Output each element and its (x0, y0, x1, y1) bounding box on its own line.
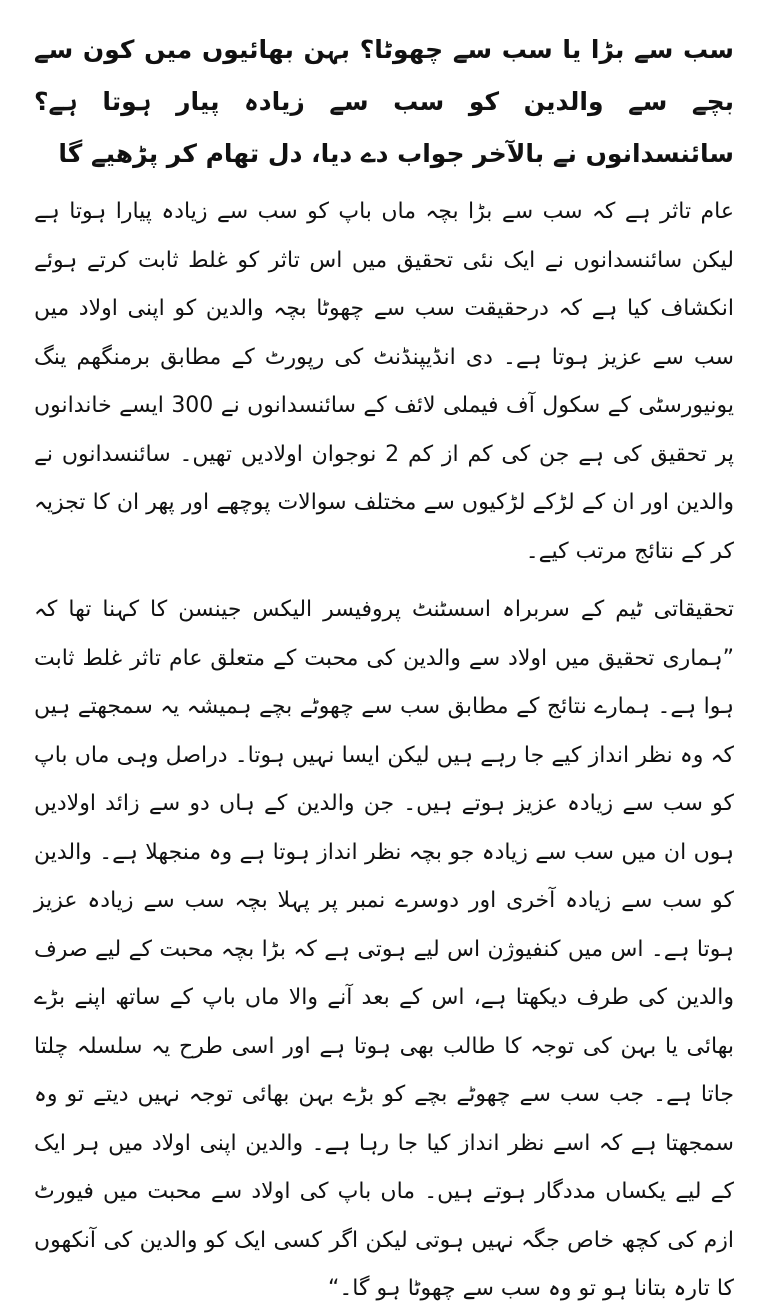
article-paragraph-2: تحقیقاتی ٹیم کے سربراہ اسسٹنٹ پروفیسر الیکس جینسن کا کہنا تھا کہ ”ہماری تحقیق میں اولاد سے والدین کی محبت کے متعلق عام تاثر غلط ثابت ہوا ہے۔ ہمارے نتائج کے مطابق سب سے چھوٹے بچے ہمیشہ یہ سمجھتے ہیں کہ وہ نظر انداز کیے جا رہے ہیں لیکن ایسا نہیں ہوتا۔ دراصل وہی ماں باپ کو سب سے زیادہ عزیز ہوتے ہیں۔ جن والدین کے ہاں دو سے زائد اولادیں ہوں ان میں سب سے زیادہ جو بچہ نظر انداز ہوتا ہے وہ منجھلا ہے۔ والدین کو سب سے زیادہ آخری اور دوسرے نمبر پر پہلا بچہ سب سے زیادہ عزیز ہوتا ہے۔ اس میں کنفیوژن اس لیے ہوتی ہے کہ بڑا بچہ محبت کے لیے صرف والدین کی طرف دیکھتا ہے، اس کے بعد آنے والا ماں باپ کے ساتھ اپنے بڑے بھائی یا بہن کی توجہ کا طالب بھی ہوتا ہے اور اسی طرح یہ سلسلہ چلتا جاتا ہے۔ جب سب سے چھوٹے بچے کو بڑے بہن بھائی توجہ نہیں دیتے تو وہ سمجھتا ہے کہ اسے نظر انداز کیا جا رہا ہے۔ والدین اپنی اولاد میں ہر ایک کے لیے یکساں مددگار ہوتے ہیں۔ ماں باپ کی اولاد سے محبت میں فیورٹ ازم کی کچھ خاص جگہ نہیں ہوتی لیکن اگر کسی ایک کو والدین کی آنکھوں کا تارہ بتانا ہو تو وہ سب سے چھوٹا ہو گا۔“ (34, 597, 734, 1301)
article-title: سب سے بڑا یا سب سے چھوٹا؟ بہن بھائیوں میں کون سے بچے سے والدین کو سب سے زیادہ پیار ہوتا ہے؟ سائنسدانوں نے بالآخر جواب دے دیا، دل تھام کر پڑھیے گا (34, 35, 734, 168)
article-paragraph-1: عام تاثر ہے کہ سب سے بڑا بچہ ماں باپ کو سب سے زیادہ پیارا ہوتا ہے لیکن سائنسدانوں نے ایک نئی تحقیق میں اس تاثر کو غلط ثابت کرتے ہوئے انکشاف کیا ہے کہ درحقیقت سب سے چھوٹا بچہ والدین کو اپنی اولاد میں سب سے عزیز ہوتا ہے۔ دی انڈیپنڈنٹ کی رپورٹ کے مطابق برمنگھم ینگ یونیورسٹی کے سکول آف فیملی لائف کے سائنسدانوں نے 300 ایسے خاندانوں پر تحقیق کی ہے جن کی کم از کم 2 نوجوان اولادیں تھیں۔ سائنسدانوں نے والدین اور ان کے لڑکے لڑکیوں سے مختلف سوالات پوچھے اور پھر ان کا تجزیہ کر کے نتائج مرتب کیے۔ (34, 199, 735, 564)
